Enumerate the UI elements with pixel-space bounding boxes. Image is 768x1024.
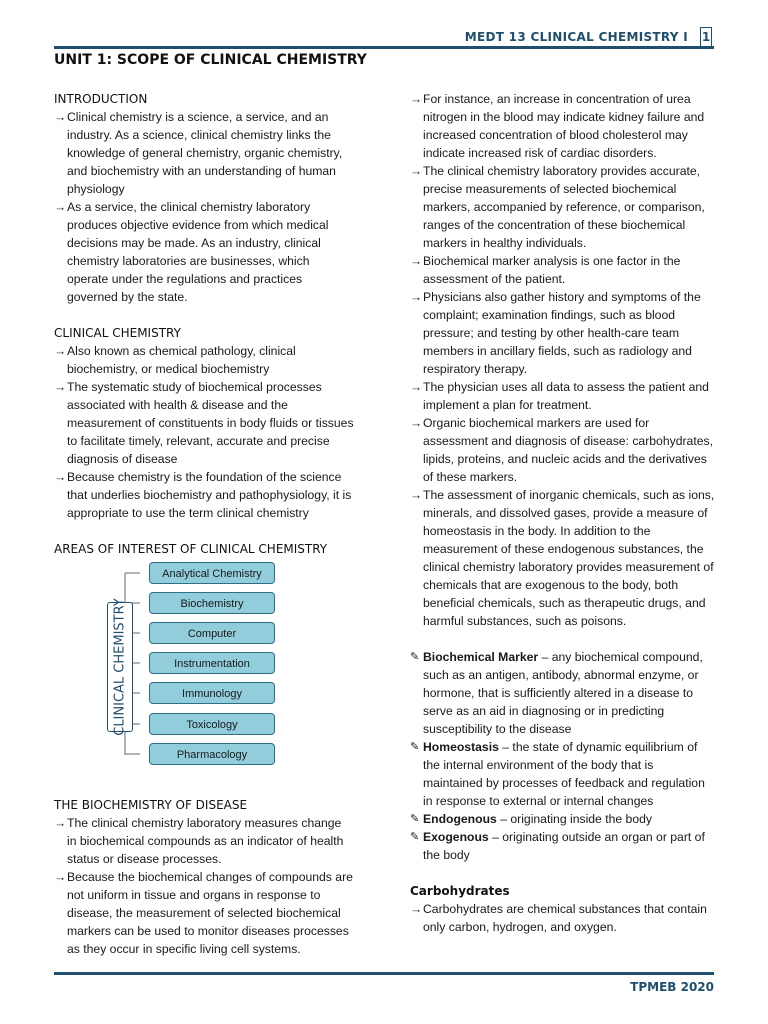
left-column	[54, 90, 354, 558]
right-item: → Physicians also gather history and symptoms of the complaint; examination findings, such as blood pressure; and testing by other health-care team members in ancillary fields, such as radiology and respiratory therapy.	[410, 288, 715, 378]
intro-item: → Clinical chemistry is a science, a service, and an industry. As a science, clinical chemistry links the knowledge of general chemistry, organic chemistry, and biochemistry with an understanding of human physiology	[54, 108, 354, 198]
diagram-node: Biochemistry	[149, 592, 275, 614]
intro-heading: INTRODUCTION	[54, 92, 148, 106]
page-number: 1	[700, 27, 712, 47]
term-definition: – any biochemical compound, such as an antigen, antibody, abnormal enzyme, or hormone, that is sufficiently altered in a disease to serve as an aid in diagnosing or in predicting susceptibility to the disease	[423, 650, 703, 736]
right-item: → For instance, an increase in concentration of urea nitrogen in the blood may indicate kidney failure and increased concentration of blood cholesterol may indicate increased risk of cardiac disorders.	[410, 90, 715, 162]
diagram-node: Toxicology	[149, 713, 275, 735]
page-title: UNIT 1: SCOPE OF CLINICAL CHEMISTRY	[54, 52, 367, 68]
cc-item: → Because chemistry is the foundation of the science that underlies biochemistry and pathophysiology, it is appropriate to use the term clinical chemistry	[54, 468, 354, 522]
diagram-node: Analytical Chemistry	[149, 562, 275, 584]
areas-heading: AREAS OF INTEREST OF CLINICAL CHEMISTRY	[54, 542, 328, 556]
disease-section	[54, 796, 354, 958]
diagram-node: Computer	[149, 622, 275, 644]
note-icon: ✎	[410, 831, 420, 843]
carbohydrates-heading: Carbohydrates	[410, 884, 510, 898]
term-item	[410, 648, 715, 738]
right-item: → The clinical chemistry laboratory provides accurate, precise measurements of selected biochemical markers, accompanied by reference, or comparison, ranges of the concentration of these biochemical markers in healthy individuals.	[410, 162, 715, 252]
header-course: MEDT 13 CLINICAL CHEMISTRY I	[464, 30, 688, 44]
term-item	[410, 810, 715, 828]
diagram-center-label: CLINICAL CHEMISTRY	[112, 598, 128, 736]
header-rule	[54, 46, 714, 49]
diagram-node: Pharmacology	[149, 743, 275, 765]
term-definition: – the state of dynamic equilibrium of the internal environment of the body that is maintained by processes of feedback and regulation in response to external or internal changes	[423, 740, 705, 808]
right-item: → The physician uses all data to assess the patient and implement a plan for treatment.	[410, 378, 715, 414]
areas-diagram	[100, 560, 290, 775]
right-item: → Organic biochemical markers are used for assessment and diagnosis of disease: carbohydrates, lipids, proteins, and nucleic acids and the derivatives of these markers.	[410, 414, 715, 486]
term-item	[410, 738, 715, 810]
term-name: Exogenous	[423, 830, 489, 844]
cc-item: → Also known as chemical pathology, clinical biochemistry, or medical biochemistry	[54, 342, 354, 378]
term-item	[410, 828, 715, 864]
note-icon: ✎	[410, 813, 420, 825]
diagram-node: Instrumentation	[149, 652, 275, 674]
disease-item: → Because the biochemical changes of compounds are not uniform in tissue and organs in response to disease, the measurement of selected biochemical markers can be used to monitor diseases processes as they occur in specific living cell systems.	[54, 868, 354, 958]
note-icon: ✎	[410, 651, 420, 663]
diagram-node: Immunology	[149, 682, 275, 704]
footer-rule	[54, 972, 714, 975]
cc-heading: CLINICAL CHEMISTRY	[54, 326, 181, 340]
term-definition: – originating outside an organ or part of the body	[423, 830, 705, 862]
disease-heading: THE BIOCHEMISTRY OF DISEASE	[54, 798, 248, 812]
right-item: → The assessment of inorganic chemicals, such as ions, minerals, and dissolved gases, provide a measure of homeostasis in the body. In addition to the measurement of these endogenous substances, the clinical chemistry laboratory provides measurement of chemicals that are exogenous to the body, both beneficial chemicals, such as therapeutic drugs, and harmful substances, such as poisons.	[410, 486, 715, 630]
term-name: Endogenous	[423, 812, 497, 826]
intro-item: → As a service, the clinical chemistry laboratory produces objective evidence from which medical decisions may be made. As an industry, clinical chemistry laboratories are businesses, which operate under the regulations and practices governed by the state.	[54, 198, 354, 306]
cc-item: → The systematic study of biochemical processes associated with health & disease and the measurement of constituents in body fluids or tissues to facilitate timely, relevant, accurate and precise diagnosis of disease	[54, 378, 354, 468]
term-name: Biochemical Marker	[423, 650, 539, 664]
term-definition: – originating inside the body	[500, 812, 652, 826]
note-icon: ✎	[410, 741, 420, 753]
term-name: Homeostasis	[423, 740, 499, 754]
diagram-center-box	[107, 598, 133, 736]
right-column	[410, 90, 715, 936]
disease-item: → The clinical chemistry laboratory measures change in biochemical compounds as an indicator of health status or disease processes.	[54, 814, 354, 868]
footer-label: TPMEB 2020	[630, 980, 714, 994]
right-item: → Biochemical marker analysis is one factor in the assessment of the patient.	[410, 252, 715, 288]
carb-item: → Carbohydrates are chemical substances that contain only carbon, hydrogen, and oxygen.	[410, 900, 715, 936]
